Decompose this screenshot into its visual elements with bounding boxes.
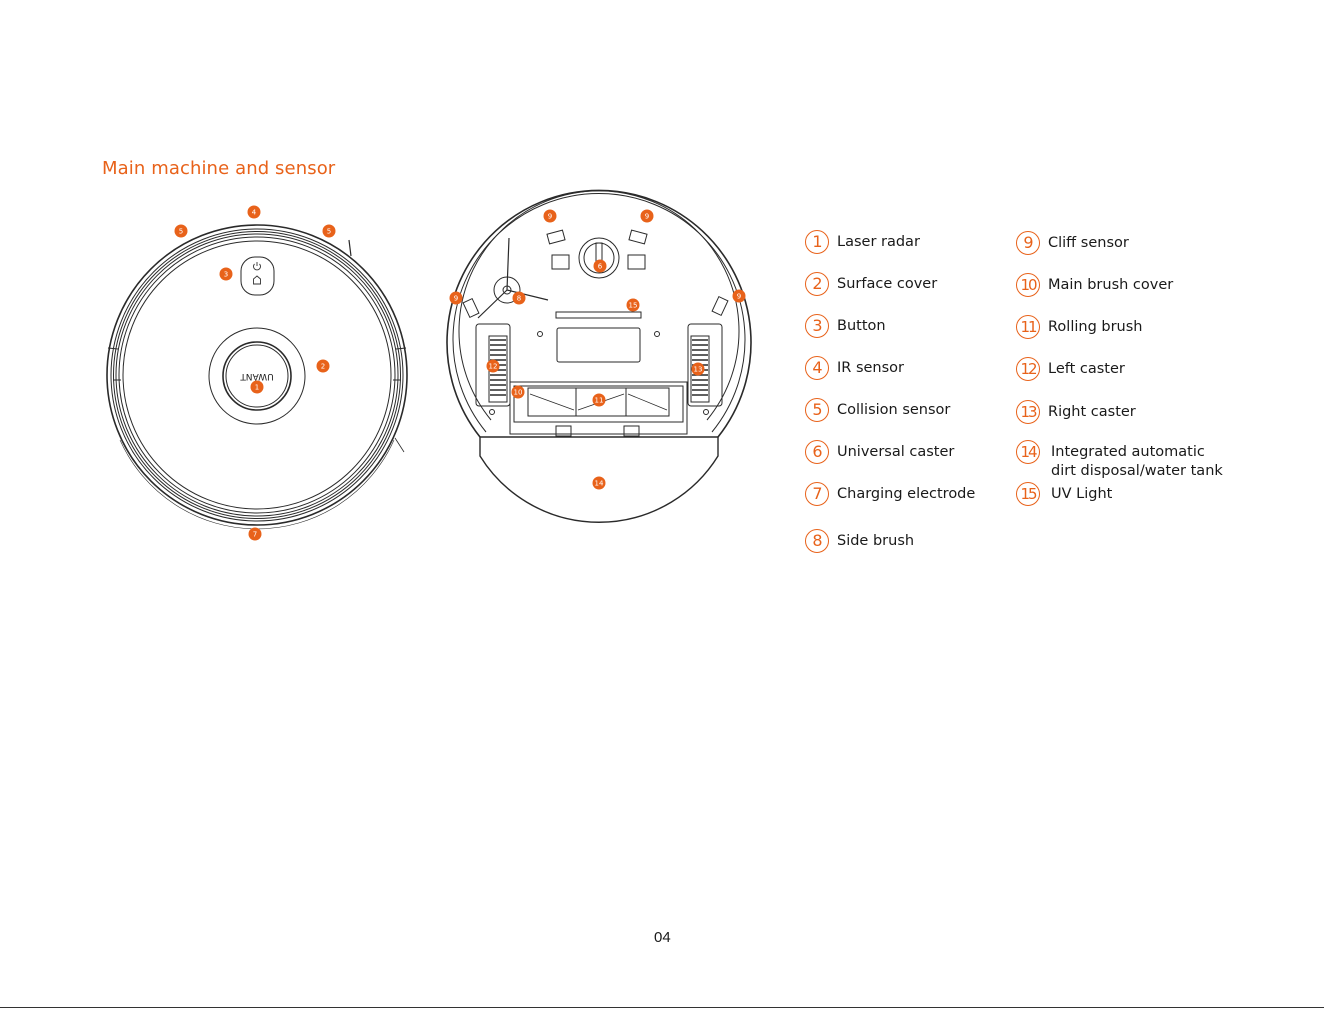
svg-text:5: 5: [326, 227, 332, 236]
svg-text:8: 8: [516, 294, 522, 303]
svg-text:15: 15: [628, 301, 638, 310]
legend-number: 1: [805, 230, 829, 254]
legend-item-left-caster: [1016, 357, 1125, 381]
svg-text:9: 9: [547, 212, 553, 221]
svg-text:9: 9: [736, 292, 742, 301]
svg-text:10: 10: [513, 388, 523, 397]
uwant-logo: UWANT: [240, 371, 274, 381]
svg-text:4: 4: [251, 208, 257, 217]
robot-bottom-view: [447, 190, 751, 522]
legend-label: Button: [837, 318, 886, 334]
legend-label: Rolling brush: [1048, 319, 1143, 335]
svg-text:3: 3: [223, 270, 229, 279]
legend-number: 6: [805, 440, 829, 464]
svg-text:14: 14: [594, 479, 604, 488]
legend-label: Universal caster: [837, 444, 955, 460]
legend-number: 12: [1016, 357, 1040, 381]
legend-label: Right caster: [1048, 404, 1136, 420]
legend-label: Surface cover: [837, 276, 938, 292]
legend-item-right-caster: [1016, 400, 1136, 424]
legend-label: Charging electrode: [837, 486, 976, 502]
svg-text:9: 9: [453, 294, 459, 303]
legend-label: Collision sensor: [837, 402, 951, 418]
legend-item-main-brush-cover: [1016, 273, 1173, 297]
legend-number: 13: [1016, 400, 1040, 424]
legend-number: 8: [805, 529, 829, 553]
svg-text:1: 1: [254, 383, 260, 392]
legend-label: Left caster: [1048, 361, 1125, 377]
legend-item-surface-cover: [805, 272, 937, 296]
bottom-rule: [0, 1007, 1324, 1008]
svg-text:11: 11: [594, 396, 604, 405]
svg-text:5: 5: [178, 227, 184, 236]
legend-number: 3: [805, 314, 829, 338]
home-icon: [254, 276, 261, 284]
legend-number: 9: [1016, 231, 1040, 255]
legend-item-dirt-disposal-water-tank: [1016, 440, 1223, 481]
legend-item-collision-sensor: [805, 398, 950, 422]
legend-label: Laser radar: [837, 234, 920, 250]
legend-number: 2: [805, 272, 829, 296]
legend-label: Main brush cover: [1048, 277, 1174, 293]
legend-number: 5: [805, 398, 829, 422]
legend-number: 4: [805, 356, 829, 380]
legend-label: IR sensor: [837, 360, 905, 376]
legend-number: 7: [805, 482, 829, 506]
legend-label: Side brush: [837, 533, 915, 549]
svg-text:9: 9: [644, 212, 650, 221]
legend-number: 15: [1016, 482, 1040, 506]
legend-item-universal-caster: [805, 440, 954, 464]
legend-label: UV Light: [1051, 486, 1113, 502]
svg-text:2: 2: [320, 362, 326, 371]
svg-text:7: 7: [252, 530, 258, 539]
legend-number: 10: [1016, 273, 1040, 297]
legend-item-side-brush: [805, 529, 914, 553]
svg-text:13: 13: [693, 365, 703, 374]
legend-item-button: [805, 314, 886, 338]
power-icon: [254, 262, 261, 270]
legend-number: 11: [1016, 315, 1040, 339]
page-number: 04: [654, 929, 671, 946]
svg-text:12: 12: [488, 362, 498, 371]
legend-label: Cliff sensor: [1048, 235, 1129, 251]
legend-item-laser-radar: [805, 230, 920, 254]
legend-item-ir-sensor: [805, 356, 904, 380]
section-title: Main machine and sensor: [102, 158, 336, 179]
legend-item-uv-light: [1016, 482, 1112, 506]
legend-label: Integrated automatic dirt disposal/water tank: [1051, 444, 1223, 479]
legend-item-cliff-sensor: [1016, 231, 1129, 255]
legend-item-charging-electrode: [805, 482, 975, 506]
legend-number: 14: [1016, 440, 1040, 464]
caster-treads: [490, 340, 708, 395]
svg-text:6: 6: [597, 262, 603, 271]
legend-item-rolling-brush: [1016, 315, 1142, 339]
